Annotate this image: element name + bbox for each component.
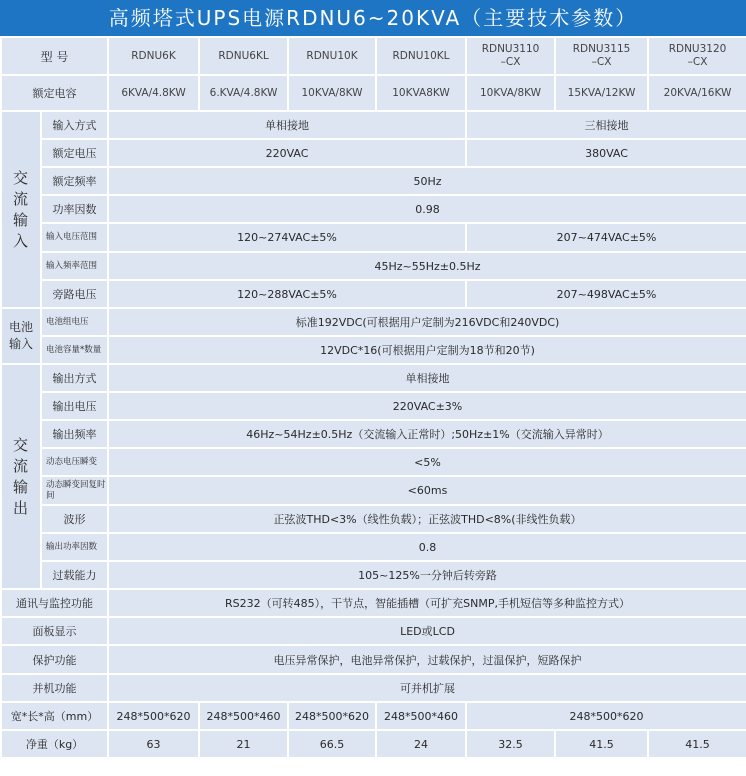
model-cell: RDNU6K <box>108 37 199 75</box>
model-row <box>1 37 746 75</box>
weight-cell: 24 <box>376 730 466 758</box>
capacity-cell: 10KVA8KW <box>376 75 466 111</box>
protection-value: 电压异常保护，电池异常保护，过载保护，过温保护，短路保护 <box>108 645 746 674</box>
output-mode-value: 单相接地 <box>108 364 746 392</box>
parallel-label: 并机功能 <box>1 674 108 702</box>
model-cell: RDNU3110 –CX <box>466 37 555 75</box>
dyn-voltage-value: <5% <box>108 448 746 476</box>
model-cell: RDNU10KL <box>376 37 466 75</box>
model-cell: RDNU3115 –CX <box>555 37 648 75</box>
voltage-range-single: 120~274VAC±5% <box>108 223 466 252</box>
page-title: 高频塔式UPS电源RDNU6~20KVA（主要技术参数） <box>0 0 746 36</box>
ac-input-group-label: 交流输入 <box>1 111 41 308</box>
power-factor-label: 功率因数 <box>41 195 108 223</box>
bypass-label: 旁路电压 <box>41 280 108 308</box>
input-mode-single: 单相接地 <box>108 111 466 139</box>
output-freq-label: 输出频率 <box>41 420 108 448</box>
weight-label: 净重（kg） <box>1 730 108 758</box>
spec-table <box>0 36 746 759</box>
freq-range-value: 45Hz~55Hz±0.5Hz <box>108 252 746 280</box>
capacity-label: 额定电容 <box>1 75 108 111</box>
model-label: 型 号 <box>1 37 108 75</box>
weight-cell: 63 <box>108 730 199 758</box>
dyn-recovery-value: <60ms <box>108 476 746 505</box>
battery-group-label: 电池输入 <box>1 308 41 364</box>
freq-range-label: 输入频率范围 <box>41 252 108 280</box>
model-cell: RDNU10K <box>288 37 376 75</box>
model-cell: RDNU3120 –CX <box>648 37 746 75</box>
rated-freq-value: 50Hz <box>108 167 746 195</box>
comm-label: 通讯与监控功能 <box>1 589 108 617</box>
dimension-cell: 248*500*620 <box>288 702 376 730</box>
capacity-cell: 6.KVA/4.8KW <box>199 75 288 111</box>
dimension-cell: 248*500*460 <box>376 702 466 730</box>
dimension-cell: 248*500*620 <box>466 702 746 730</box>
comm-value: RS232（可转485），干节点，智能插槽（可扩充SNMP,手机短信等多种监控方式） <box>108 589 746 617</box>
rated-freq-label: 额定频率 <box>41 167 108 195</box>
weight-cell: 41.5 <box>648 730 746 758</box>
overload-value: 105~125%一分钟后转旁路 <box>108 561 746 589</box>
panel-value: LED或LCD <box>108 617 746 645</box>
rated-voltage-three: 380VAC <box>466 139 746 167</box>
battery-voltage-value: 标准192VDC(可根据用户定制为216VDC和240VDC) <box>108 308 746 336</box>
output-voltage-label: 输出电压 <box>41 392 108 420</box>
weight-row <box>1 730 746 758</box>
battery-capacity-value: 12VDC*16(可根据用户定制为18节和20节) <box>108 336 746 364</box>
bypass-three: 207~498VAC±5% <box>466 280 746 308</box>
dimension-cell: 248*500*460 <box>199 702 288 730</box>
rated-voltage-single: 220VAC <box>108 139 466 167</box>
output-mode-label: 输出方式 <box>41 364 108 392</box>
overload-label: 过载能力 <box>41 561 108 589</box>
power-factor-value: 0.98 <box>108 195 746 223</box>
weight-cell: 21 <box>199 730 288 758</box>
capacity-cell: 15KVA/12KW <box>555 75 648 111</box>
input-mode-three: 三相接地 <box>466 111 746 139</box>
dimension-label: 宽*长*高（mm） <box>1 702 108 730</box>
dyn-voltage-label: 动态电压瞬变 <box>41 448 108 476</box>
output-pf-value: 0.8 <box>108 533 746 561</box>
weight-cell: 32.5 <box>466 730 555 758</box>
protection-label: 保护功能 <box>1 645 108 674</box>
output-voltage-value: 220VAC±3% <box>108 392 746 420</box>
capacity-cell: 20KVA/16KW <box>648 75 746 111</box>
bypass-single: 120~288VAC±5% <box>108 280 466 308</box>
rated-voltage-label: 额定电压 <box>41 139 108 167</box>
dimension-row <box>1 702 746 730</box>
voltage-range-three: 207~474VAC±5% <box>466 223 746 252</box>
dyn-recovery-label: 动态瞬变回复时间 <box>41 476 108 505</box>
battery-capacity-label: 电池容量*数量 <box>41 336 108 364</box>
capacity-cell: 10KVA/8KW <box>466 75 555 111</box>
waveform-label: 波形 <box>41 505 108 533</box>
panel-label: 面板显示 <box>1 617 108 645</box>
capacity-cell: 10KVA/8KW <box>288 75 376 111</box>
output-freq-value: 46Hz~54Hz±0.5Hz（交流输入正常时）;50Hz±1%（交流输入异常时） <box>108 420 746 448</box>
input-mode-label: 输入方式 <box>41 111 108 139</box>
dimension-cell: 248*500*620 <box>108 702 199 730</box>
capacity-cell: 6KVA/4.8KW <box>108 75 199 111</box>
model-cell: RDNU6KL <box>199 37 288 75</box>
voltage-range-label: 输入电压范围 <box>41 223 108 252</box>
weight-cell: 66.5 <box>288 730 376 758</box>
waveform-value: 正弦波THD<3%（线性负载）；正弦波THD<8%(非线性负载） <box>108 505 746 533</box>
parallel-value: 可并机扩展 <box>108 674 746 702</box>
capacity-row <box>1 75 746 111</box>
weight-cell: 41.5 <box>555 730 648 758</box>
output-pf-label: 输出功率因数 <box>41 533 108 561</box>
battery-voltage-label: 电池组电压 <box>41 308 108 336</box>
ac-output-group-label: 交流输出 <box>1 364 41 589</box>
